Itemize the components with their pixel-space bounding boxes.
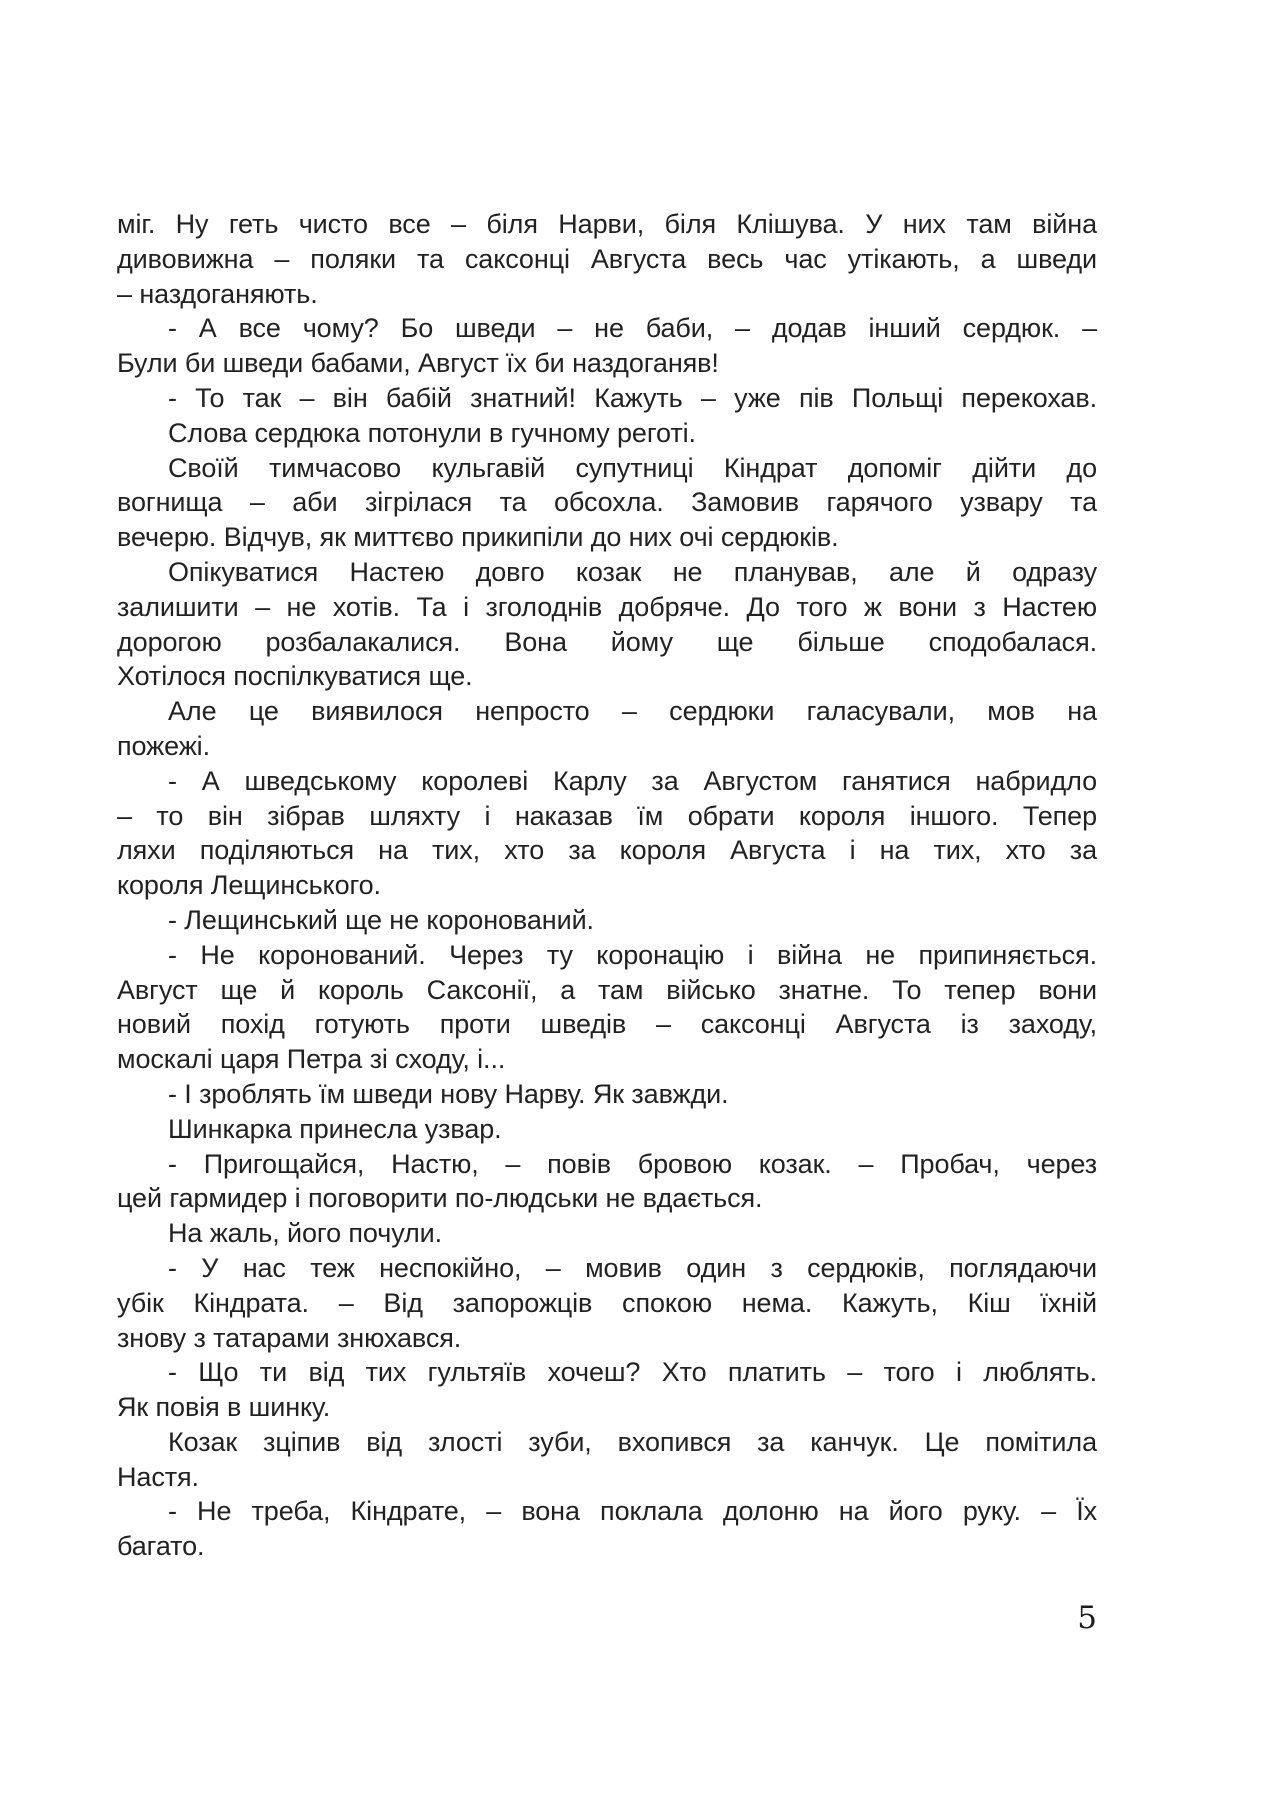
text-line: Шинкарка принесла узвар. xyxy=(168,1113,502,1144)
text-line: ляхи поділяються на тих, хто за короля Августа і на тих, хто за xyxy=(117,835,1097,866)
text-line: цей гармидер і поговорити по-людськи не вдається. xyxy=(117,1183,763,1214)
text-line: - Лещинський ще не коронований. xyxy=(168,904,594,935)
text-line: - А все чому? Бо шведи – не баби, – додав інший сердюк. – xyxy=(168,313,1097,344)
text-line: новий похід готують проти шведів – саксонці Августа із заходу, xyxy=(117,1009,1097,1040)
text-line: На жаль, його почули. xyxy=(168,1218,443,1249)
text-line: дорогою розбалакалися. Вона йому ще більше сподобалася. xyxy=(117,626,1097,657)
text-line: Слова сердюка потонули в гучному реготі. xyxy=(168,417,696,448)
text-line: Настя. xyxy=(117,1461,199,1492)
text-line: Як повія в шинку. xyxy=(117,1392,331,1423)
page-number: 5 xyxy=(1077,1600,1097,1636)
text-line: Були би шведи бабами, Август їх би наздоганяв! xyxy=(117,348,719,379)
text-line: – наздоганяють. xyxy=(117,278,318,309)
text-line: - Що ти від тих гультяїв хочеш? Хто платить – того і люблять. xyxy=(168,1357,1097,1388)
text-line: знову з татарами знюхався. xyxy=(117,1322,462,1353)
text-line: Своїй тимчасово кульгавій супутниці Кіндрат допоміг дійти до xyxy=(168,452,1097,483)
text-line: залишити – не хотів. Та і зголоднів добряче. До того ж вони з Настею xyxy=(117,591,1097,622)
text-line: короля Лещинського. xyxy=(117,870,381,901)
text-line: Козак зціпив від злості зуби, вхопився за канчук. Це помітила xyxy=(168,1426,1097,1457)
text-line: - Не коронований. Через ту коронацію і війна не припиняється. xyxy=(168,939,1097,970)
text-line: вечерю. Відчув, як миттєво прикипіли до них очі сердюків. xyxy=(117,522,839,553)
text-line: Але це виявилося непросто – сердюки галасували, мов на xyxy=(168,696,1097,727)
text-line: Август ще й король Саксонії, а там військо знатне. То тепер вони xyxy=(117,974,1097,1005)
text-line: убік Кіндрата. – Від запорожців спокою нема. Кажуть, Кіш їхній xyxy=(117,1287,1097,1318)
text-line: - То так – він бабій знатний! Кажуть – уже пів Польщі перекохав. xyxy=(168,382,1097,413)
text-line: – то він зібрав шляхту і наказав їм обрати короля іншого. Тепер xyxy=(117,800,1097,831)
text-line: - Не треба, Кіндрате, – вона поклала долоню на його руку. – Їх xyxy=(168,1496,1097,1527)
text-line: Опікуватися Настею довго козак не планував, але й одразу xyxy=(168,556,1097,587)
text-column xyxy=(117,207,1097,1564)
text-line: - А шведському королеві Карлу за Августом ганятися набридло xyxy=(168,765,1097,796)
text-line: Хотілося поспілкуватися ще. xyxy=(117,661,473,692)
text-line: дивовижна – поляки та саксонці Августа весь час утікають, а шведи xyxy=(117,243,1097,274)
text-line: - І зроблять їм шведи нову Нарву. Як завжди. xyxy=(168,1078,729,1109)
text-line: багато. xyxy=(117,1531,205,1562)
text-line: пожежі. xyxy=(117,730,210,761)
text-line: - Пригощайся, Настю, – повів бровою козак. – Пробач, через xyxy=(168,1148,1097,1179)
text-line: вогнища – аби зігрілася та обсохла. Замовив гарячого узвару та xyxy=(117,487,1097,518)
text-line: міг. Ну геть чисто все – біля Нарви, біля Клішува. У них там війна xyxy=(117,209,1097,239)
text-line: - У нас теж неспокійно, – мовив один з сердюків, поглядаючи xyxy=(168,1252,1097,1283)
text-line: москалі царя Петра зі сходу, і... xyxy=(117,1044,506,1075)
